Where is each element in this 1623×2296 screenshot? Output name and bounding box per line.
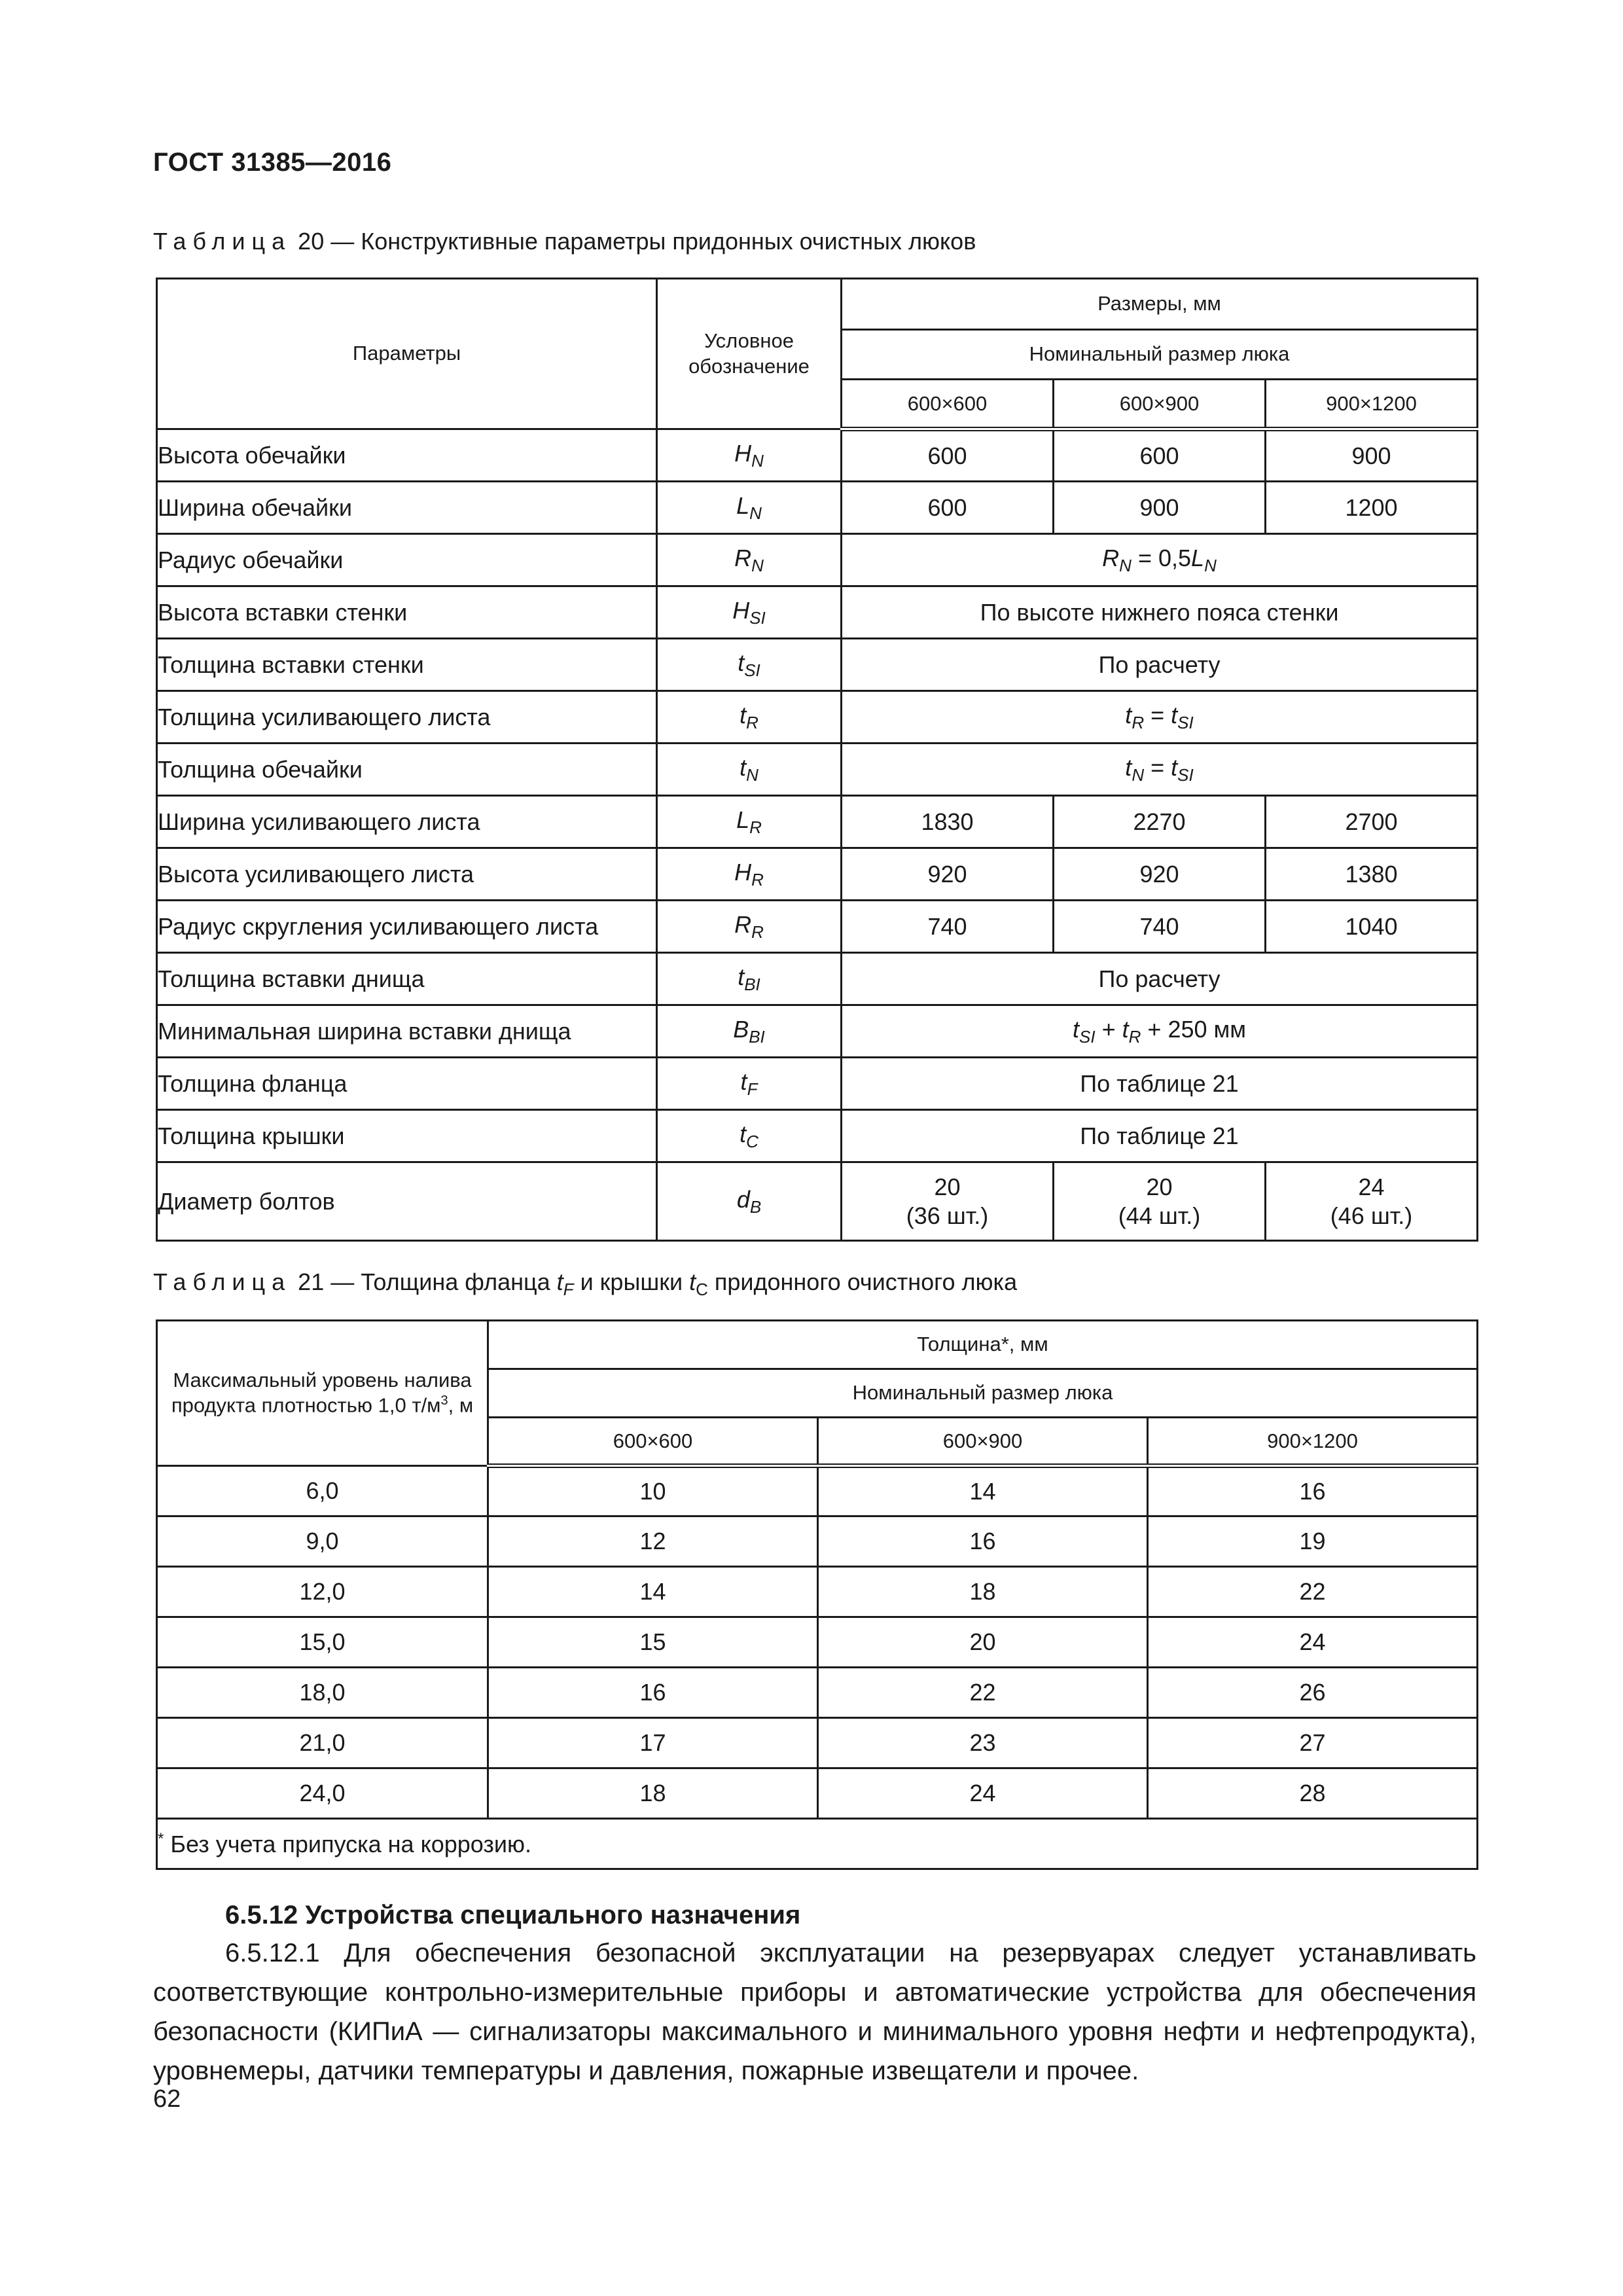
- value-cell: 24: [818, 1768, 1148, 1819]
- symbol-cell: $t_N$: [657, 744, 842, 796]
- formula-cell: $t_{SI} + t_R + 250$ мм: [842, 1005, 1478, 1058]
- param-cell: Радиус скругления усиливающего листа: [157, 901, 657, 953]
- table-21-caption-prefix: Таблица: [153, 1268, 292, 1295]
- level-cell: 18,0: [157, 1668, 488, 1718]
- value-cell: 740: [1054, 901, 1266, 953]
- value-cell: 920: [1054, 848, 1266, 901]
- formula-cell: $t_N = t_{SI}$: [842, 744, 1478, 796]
- level-cell: 6,0: [157, 1466, 488, 1516]
- table-row: [157, 1617, 1478, 1668]
- header-params: Параметры: [157, 279, 657, 429]
- table-row: [157, 639, 1478, 691]
- level-cell: 12,0: [157, 1567, 488, 1617]
- level-cell: 21,0: [157, 1718, 488, 1768]
- value-cell: 22: [818, 1668, 1148, 1718]
- span-value-cell: По таблице 21: [842, 1058, 1478, 1110]
- value-cell: 17: [488, 1718, 818, 1768]
- symbol-cell: $t_{SI}$: [657, 639, 842, 691]
- value-cell: 900: [1266, 429, 1478, 482]
- span-value-cell: По высоте нижнего пояса стенки: [842, 586, 1478, 639]
- table-row: [157, 1005, 1478, 1058]
- table-row: [157, 534, 1478, 586]
- section-title: 6.5.12 Устройства специального назначения: [225, 1901, 801, 1929]
- level-cell: 9,0: [157, 1516, 488, 1567]
- symbol-cell: $H_{SI}$: [657, 586, 842, 639]
- table-row: [157, 1567, 1478, 1617]
- param-cell: Толщина усиливающего листа: [157, 691, 657, 744]
- param-cell: Высота вставки стенки: [157, 586, 657, 639]
- table-row: [157, 1162, 1478, 1241]
- table-row: [157, 482, 1478, 534]
- value-cell: 10: [488, 1466, 818, 1516]
- value-cell: 600: [1054, 429, 1266, 482]
- param-cell: Ширина обечайки: [157, 482, 657, 534]
- header-size-2: 600×900: [1054, 380, 1266, 429]
- param-cell: Высота усиливающего листа: [157, 848, 657, 901]
- header-size-1: 600×600: [488, 1418, 818, 1466]
- table-row: [157, 796, 1478, 848]
- param-cell: Ширина усиливающего листа: [157, 796, 657, 848]
- header-size-1: 600×600: [842, 380, 1054, 429]
- value-cell: 23: [818, 1718, 1148, 1768]
- table-footnote: * Без учета припуска на коррозию.: [157, 1819, 1478, 1869]
- symbol-cell: $H_N$: [657, 429, 842, 482]
- symbol-cell: $t_R$: [657, 691, 842, 744]
- header-size-3: 900×1200: [1266, 380, 1478, 429]
- table-20-caption-prefix: Таблица: [153, 228, 292, 255]
- table-row: [157, 1668, 1478, 1718]
- level-cell: 24,0: [157, 1768, 488, 1819]
- value-cell: 20 (36 шт.): [842, 1162, 1054, 1241]
- value-cell: 14: [818, 1466, 1148, 1516]
- table-row: [157, 848, 1478, 901]
- value-cell: 24 (46 шт.): [1266, 1162, 1478, 1241]
- table-row: [157, 901, 1478, 953]
- symbol-cell: $t_F$: [657, 1058, 842, 1110]
- param-cell: Радиус обечайки: [157, 534, 657, 586]
- value-cell: 1040: [1266, 901, 1478, 953]
- param-cell: Минимальная ширина вставки днища: [157, 1005, 657, 1058]
- header-max-level: Максимальный уровень налива продукта плотностью 1,0 $т/м^3$, м: [157, 1321, 488, 1466]
- span-value-cell: По таблице 21: [842, 1110, 1478, 1162]
- symbol-cell: $L_R$: [657, 796, 842, 848]
- symbol-cell: $R_R$: [657, 901, 842, 953]
- value-cell: 16: [488, 1668, 818, 1718]
- table-21-caption: Таблица 21 — Толщина фланца $t_F$ и крышки $t_C$ придонного очистного люка: [153, 1268, 1018, 1299]
- value-cell: 1200: [1266, 482, 1478, 534]
- value-cell: 600: [842, 482, 1054, 534]
- value-cell: 2270: [1054, 796, 1266, 848]
- value-cell: 600: [842, 429, 1054, 482]
- value-cell: 24: [1148, 1617, 1478, 1668]
- value-cell: 22: [1148, 1567, 1478, 1617]
- formula-cell: $R_N = 0,5L_N$: [842, 534, 1478, 586]
- table-row: [157, 429, 1478, 482]
- value-cell: 740: [842, 901, 1054, 953]
- header-thickness: Толщина*, мм: [488, 1321, 1478, 1369]
- value-cell: 20: [818, 1617, 1148, 1668]
- table-row: [157, 744, 1478, 796]
- header-nominal-size: Номинальный размер люка: [842, 330, 1478, 380]
- table-20: [156, 278, 1478, 1242]
- span-value-cell: По расчету: [842, 639, 1478, 691]
- header-size-2: 600×900: [818, 1418, 1148, 1466]
- param-cell: Высота обечайки: [157, 429, 657, 482]
- section-paragraph: 6.5.12.1 Для обеспечения безопасной эксплуатации на резервуарах следует устанавливать соответствующие контрольно-измерительные приборы и автоматические устройства для обеспечения безопасности (КИПиА — сигнализаторы максимального и минимального уровня нефти и нефтепродукта), уровнемеры, датчики температуры и давления, пожарные извещатели и прочее.: [153, 1939, 1476, 2085]
- header-size-3: 900×1200: [1148, 1418, 1478, 1466]
- table-row: [157, 1110, 1478, 1162]
- symbol-cell: $R_N$: [657, 534, 842, 586]
- table-20-caption: [153, 228, 976, 255]
- value-cell: 1830: [842, 796, 1054, 848]
- table-21: [156, 1319, 1478, 1870]
- span-value-cell: По расчету: [842, 953, 1478, 1005]
- formula-cell: $t_R = t_{SI}$: [842, 691, 1478, 744]
- param-cell: Диаметр болтов: [157, 1162, 657, 1241]
- param-cell: Толщина крышки: [157, 1110, 657, 1162]
- header-symbol: Условное обозначение: [657, 279, 842, 429]
- symbol-cell: $t_{BI}$: [657, 953, 842, 1005]
- table-20-caption-text: 20 — Конструктивные параметры придонных очистных люков: [298, 228, 976, 255]
- value-cell: 18: [488, 1768, 818, 1819]
- value-cell: 1380: [1266, 848, 1478, 901]
- table-row: [157, 1058, 1478, 1110]
- value-cell: 16: [818, 1516, 1148, 1567]
- symbol-cell: $d_B$: [657, 1162, 842, 1241]
- value-cell: 900: [1054, 482, 1266, 534]
- level-cell: 15,0: [157, 1617, 488, 1668]
- table-row: [157, 1516, 1478, 1567]
- symbol-cell: $t_C$: [657, 1110, 842, 1162]
- value-cell: 15: [488, 1617, 818, 1668]
- value-cell: 12: [488, 1516, 818, 1567]
- value-cell: 14: [488, 1567, 818, 1617]
- param-cell: Толщина вставки стенки: [157, 639, 657, 691]
- value-cell: 2700: [1266, 796, 1478, 848]
- table-row: [157, 691, 1478, 744]
- symbol-cell: $B_{BI}$: [657, 1005, 842, 1058]
- value-cell: 20 (44 шт.): [1054, 1162, 1266, 1241]
- symbol-cell: $L_N$: [657, 482, 842, 534]
- header-dimensions: Размеры, мм: [842, 279, 1478, 330]
- table-row: [157, 1768, 1478, 1819]
- value-cell: 920: [842, 848, 1054, 901]
- value-cell: 28: [1148, 1768, 1478, 1819]
- header-nominal-size: Номинальный размер люка: [488, 1369, 1478, 1418]
- table-row: [157, 1718, 1478, 1768]
- table-row: [157, 586, 1478, 639]
- value-cell: 26: [1148, 1668, 1478, 1718]
- table-row: [157, 1466, 1478, 1516]
- value-cell: 16: [1148, 1466, 1478, 1516]
- param-cell: Толщина фланца: [157, 1058, 657, 1110]
- value-cell: 27: [1148, 1718, 1478, 1768]
- param-cell: Толщина вставки днища: [157, 953, 657, 1005]
- value-cell: 19: [1148, 1516, 1478, 1567]
- symbol-cell: $H_R$: [657, 848, 842, 901]
- page-number: 62: [153, 2085, 181, 2113]
- param-cell: Толщина обечайки: [157, 744, 657, 796]
- value-cell: 18: [818, 1567, 1148, 1617]
- document-code: ГОСТ 31385—2016: [153, 148, 392, 177]
- table-row: [157, 953, 1478, 1005]
